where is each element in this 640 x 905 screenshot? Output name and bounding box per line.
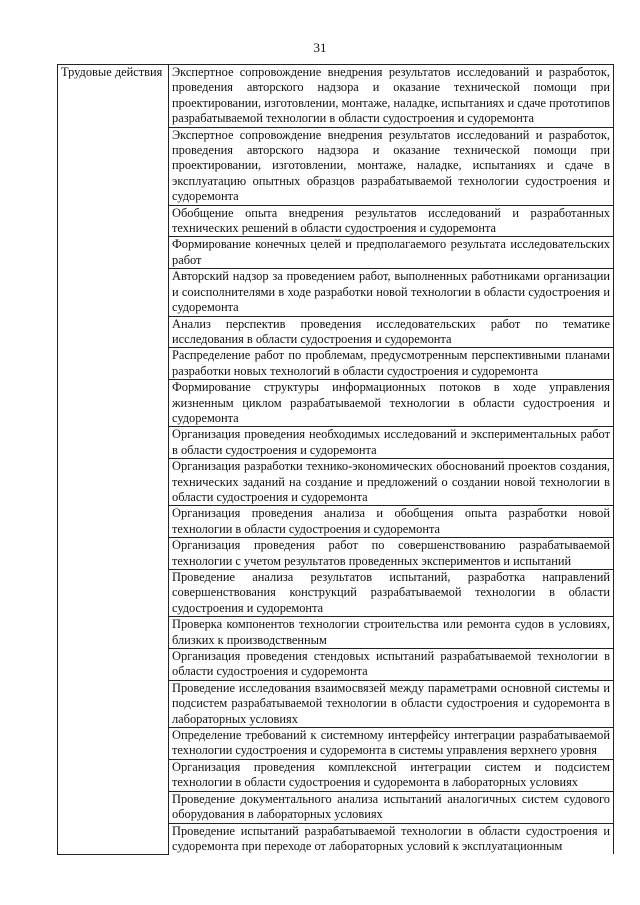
labor-action-item: Экспертное сопровождение внедрения результатов исследований и разработок, проведения авторского надзора и оказание технической помощи при проектировании, изготовлении, монтаже, наладке, испытаниях и сдаче в эксплуатацию опытных образцов разрабатываемой технологии судостроения и судоремонта xyxy=(169,127,614,205)
labor-action-item: Распределение работ по проблемам, предусмотренным перспективными планами разработки новых технологий в области судостроения и судоремонта xyxy=(169,348,614,380)
labor-action-item: Анализ перспектив проведения исследовательских работ по тематике исследования в области судостроения и судоремонта xyxy=(169,316,614,348)
labor-action-item: Проверка компонентов технологии строительства или ремонта судов в условиях, близких к производственным xyxy=(169,617,614,649)
labor-action-item: Обобщение опыта внедрения результатов исследований и разработанных технических решений в области судостроения и судоремонта xyxy=(169,205,614,237)
labor-actions-label: Трудовые действия xyxy=(58,65,169,855)
labor-action-item: Проведение исследования взаимосвязей между параметрами основной системы и подсистем разрабатываемой технологии в области судостроения и судоремонта в лабораторных условиях xyxy=(169,680,614,727)
labor-action-item: Организация разработки технико-экономических обоснований проектов создания, технических заданий на создание и предложений о создании новой технологии в области судостроения и судоремонта xyxy=(169,459,614,506)
labor-action-item: Проведение испытаний разрабатываемой технологии в области судостроения и судоремонта при переходе от лабораторных условий к эксплуатационным xyxy=(169,823,614,854)
labor-action-item: Проведение анализа результатов испытаний, разработка направлений совершенствования конструкций разрабатываемой технологии в области судостроения и судоремонта xyxy=(169,570,614,617)
labor-action-item: Организация проведения комплексной интеграции систем и подсистем технологии в области судостроения и судоремонта в лабораторных условиях xyxy=(169,759,614,791)
labor-action-item: Авторский надзор за проведением работ, выполненных работниками организации и соисполнителями в ходе разработки новой технологии в области судостроения и судоремонта xyxy=(169,269,614,316)
table-row xyxy=(58,65,614,128)
page-number: 31 xyxy=(313,40,327,55)
labor-action-item: Организация проведения необходимых исследований и экспериментальных работ в области судостроения и судоремонта xyxy=(169,427,614,459)
labor-action-item: Формирование конечных целей и предполагаемого результата исследовательских работ xyxy=(169,237,614,269)
labor-action-item: Формирование структуры информационных потоков в ходе управления жизненным циклом разрабатываемой технологии в области судостроения и судоремонта xyxy=(169,380,614,427)
labor-action-item: Экспертное сопровождение внедрения результатов исследований и разработок, проведения авторского надзора и оказание технической помощи при проектировании, изготовлении, монтаже, наладке, испытаниях и сдаче прототипов разрабатываемой технологии в области судостроения и судоремонта xyxy=(169,65,614,128)
labor-action-item: Определение требований к системному интерфейсу интеграции разрабатываемой технологии судостроения и судоремонта в системы управления верхнего уровня xyxy=(169,728,614,760)
labor-action-item: Организация проведения анализа и обобщения опыта разработки новой технологии в области судостроения и судоремонта xyxy=(169,506,614,538)
labor-action-item: Организация проведения стендовых испытаний разрабатываемой технологии в области судостроения и судоремонта xyxy=(169,649,614,681)
labor-action-item: Проведение документального анализа испытаний аналогичных систем судового оборудования в лабораторных условиях xyxy=(169,791,614,823)
labor-action-item: Организация проведения работ по совершенствованию разрабатываемой технологии с учетом результатов проведенных экспериментов и испытаний xyxy=(169,538,614,570)
labor-actions-table xyxy=(57,64,614,855)
